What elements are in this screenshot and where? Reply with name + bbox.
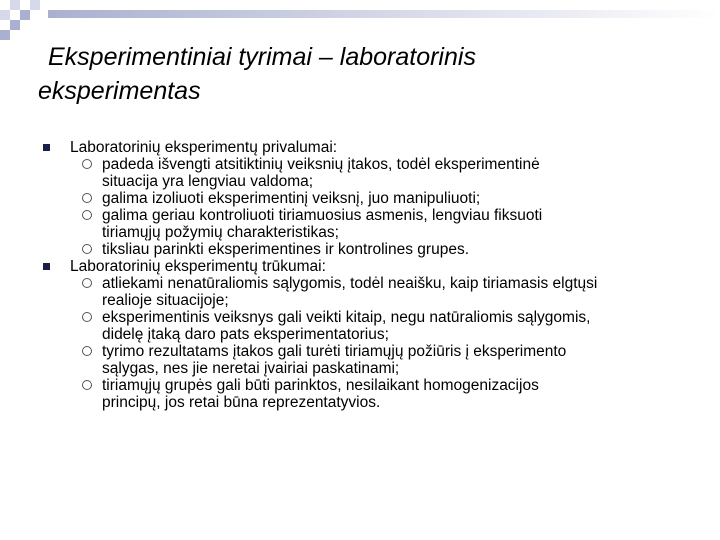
list-item-level2 [40, 275, 700, 292]
deco-square [20, 10, 30, 20]
list-item-level1 [40, 258, 700, 275]
deco-square [0, 20, 10, 30]
deco-square [10, 0, 20, 10]
list-item-text: atliekami nenatūraliomis sąlygomis, todėl neaišku, kaip tiriamasis elgtųsi [102, 275, 598, 292]
circle-bullet-icon [82, 193, 92, 203]
deco-square [30, 0, 40, 10]
list-item-level2 [40, 190, 700, 207]
slide-title-line-2: eksperimentas [38, 77, 201, 105]
list-item-level2 [40, 156, 700, 173]
list-item-continuation [40, 360, 700, 377]
circle-bullet-icon [82, 278, 92, 288]
circle-bullet-icon [82, 380, 92, 390]
list-item-text: galima izoliuoti eksperimentinį veiksnį, juo manipuliuoti; [102, 190, 481, 207]
list-item-text: tiriamųjų požymių charakteristikas; [102, 224, 339, 241]
deco-square [10, 10, 20, 20]
list-item-continuation [40, 292, 700, 309]
deco-square [10, 20, 20, 30]
circle-bullet-icon [82, 244, 92, 254]
deco-square [0, 30, 10, 40]
list-item-text: situacija yra lengviau valdoma; [102, 173, 314, 190]
list-item-text: galima geriau kontroliuoti tiriamuosius asmenis, lengviau fiksuoti [102, 207, 543, 224]
list-item-text: sąlygas, nes jie neretai įvairiai paskatinami; [102, 360, 400, 377]
deco-square [0, 10, 10, 20]
list-item-continuation [40, 224, 700, 241]
list-item-text: eksperimentinis veiksnys gali veikti kitaip, negu natūraliomis sąlygomis, [102, 309, 591, 326]
list-item-text: realioje situacijoje; [102, 292, 229, 309]
list-item-continuation [40, 326, 700, 343]
list-item-level1 [40, 139, 700, 156]
list-item-continuation [40, 394, 700, 411]
list-item-level2 [40, 309, 700, 326]
bullet-list [40, 139, 700, 411]
list-item-text: didelę įtaką daro pats eksperimentatorius; [102, 326, 389, 343]
square-bullet-icon [43, 144, 50, 151]
slide-title-line-1: Eksperimentiniai tyrimai – laboratorinis [48, 43, 476, 71]
square-bullet-icon [43, 263, 50, 270]
list-item-level2 [40, 241, 700, 258]
slide-title [38, 40, 678, 108]
circle-bullet-icon [82, 346, 92, 356]
list-item-text: principų, jos retai būna reprezentatyvios. [102, 394, 381, 411]
deco-square [30, 10, 40, 20]
list-item-continuation [40, 173, 700, 190]
deco-square [20, 20, 30, 30]
header-gradient-bar [48, 10, 720, 18]
deco-square [20, 0, 30, 10]
circle-bullet-icon [82, 159, 92, 169]
deco-square [10, 30, 20, 40]
list-item-level2 [40, 343, 700, 360]
circle-bullet-icon [82, 312, 92, 322]
list-item-text: Laboratorinių eksperimentų trūkumai: [70, 258, 326, 275]
deco-square [0, 0, 10, 10]
list-item-level2 [40, 207, 700, 224]
list-item-text: tiksliau parinkti eksperimentines ir kontrolines grupes. [102, 241, 469, 258]
circle-bullet-icon [82, 210, 92, 220]
decorative-header-pattern [0, 0, 720, 40]
list-item-text: tiriamųjų grupės gali būti parinktos, nesilaikant homogenizacijos [102, 377, 539, 394]
list-item-text: tyrimo rezultatams įtakos gali turėti tiriamųjų požiūris į eksperimento [102, 343, 567, 360]
list-item-level2 [40, 377, 700, 394]
list-item-text: Laboratorinių eksperimentų privalumai: [70, 139, 338, 156]
list-item-text: padeda išvengti atsitiktinių veiksnių įtakos, todėl eksperimentinė [102, 156, 540, 173]
